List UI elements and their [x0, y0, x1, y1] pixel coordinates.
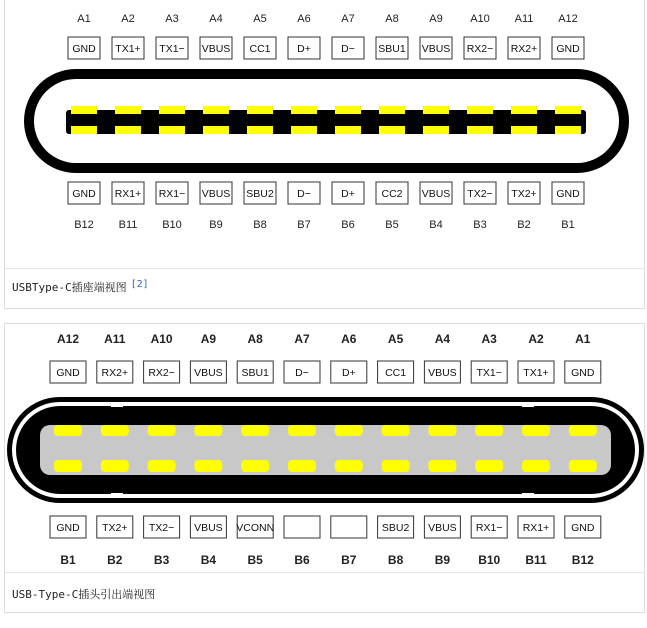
plug-shell [7, 397, 644, 503]
plug-contact-top-3 [148, 425, 176, 436]
receptacle-diagram-svg [5, 0, 644, 268]
plug-contact-bottom-12 [569, 460, 597, 472]
plug-bottom-pin-id-b9: B9 [434, 553, 451, 567]
plug-contact-bottom-1 [54, 460, 82, 472]
plug-top-signal-label-a2: TX1+ [523, 367, 549, 379]
plug-contact-top-5 [241, 425, 269, 436]
plug-top-pin-id-a10: A10 [150, 332, 173, 346]
plug-top-pin-id-a9: A9 [200, 332, 217, 346]
plug-top-signal-label-a12: GND [56, 367, 80, 379]
receptacle-contact-bottom-12 [555, 126, 581, 134]
receptacle-figure-card [4, 0, 645, 309]
plug-top-signal-label-a7: D− [295, 367, 309, 379]
receptacle-bottom-pin-id-b11: B11 [118, 219, 138, 231]
plug-bottom-signal-box-b7 [331, 516, 367, 538]
receptacle-bottom-pin-id-b10: B10 [162, 219, 182, 231]
plug-bottom-pin-id-b1: B1 [60, 553, 76, 567]
receptacle-contact-bottom-7 [335, 126, 361, 134]
receptacle-caption [12, 279, 149, 295]
plug-bottom-pin-id-b5: B5 [247, 553, 263, 567]
plug-top-signal-label-a1: GND [571, 367, 595, 379]
receptacle-top-signal-label-a6: D+ [297, 43, 311, 55]
receptacle-top-pin-id-a10: A10 [470, 13, 490, 25]
plug-contact-bottom-5 [241, 460, 269, 472]
plug-top-signal-label-a8: SBU1 [241, 367, 269, 379]
plug-contact-bottom-8 [382, 460, 410, 472]
receptacle-bottom-pin-id-b1: B1 [561, 219, 575, 231]
plug-bottom-signal-label-b4: VBUS [194, 522, 223, 534]
receptacle-bottom-signal-label-b10: RX1− [158, 188, 186, 200]
receptacle-top-pin-id-a3: A3 [165, 13, 179, 25]
plug-bottom-pin-id-b10: B10 [478, 553, 501, 567]
plug-contact-bottom-2 [101, 460, 129, 472]
receptacle-top-signal-label-a1: GND [72, 43, 96, 55]
plug-bottom-pin-id-b8: B8 [387, 553, 404, 567]
receptacle-top-signal-label-a8: SBU1 [378, 43, 406, 55]
plug-diagram-svg [5, 324, 644, 572]
plug-top-signal-label-a5: CC1 [385, 367, 407, 379]
receptacle-contact-bottom-9 [423, 126, 449, 134]
plug-caption-text: USB-Type-C插头引出端视图 [12, 588, 156, 601]
plug-top-pin-id-a11: A11 [104, 332, 126, 346]
plug-contact-top-6 [288, 425, 316, 436]
receptacle-tongue [66, 110, 586, 134]
receptacle-contact-top-10 [467, 106, 493, 114]
receptacle-contact-bottom-8 [379, 126, 405, 134]
receptacle-top-pin-id-a12: A12 [558, 13, 578, 25]
plug-caption [12, 586, 155, 602]
receptacle-contact-bottom-1 [71, 126, 97, 134]
plug-contact-bottom-10 [475, 460, 503, 472]
plug-top-pin-id-a2: A2 [528, 332, 544, 346]
plug-bottom-signal-label-b5: VCONN [236, 522, 275, 534]
plug-bottom-pin-id-b11: B11 [525, 553, 547, 567]
receptacle-bottom-signal-label-b3: TX2− [467, 188, 493, 200]
receptacle-bottom-pin-id-b6: B6 [341, 219, 355, 231]
receptacle-top-pin-id-a2: A2 [121, 13, 135, 25]
receptacle-contact-top-1 [71, 106, 97, 114]
receptacle-bottom-pin-id-b2: B2 [517, 219, 531, 231]
receptacle-bottom-pin-id-b8: B8 [253, 219, 267, 231]
plug-bottom-signal-label-b3: TX2− [148, 522, 175, 534]
plug-contact-bottom-6 [288, 460, 316, 472]
plug-contact-top-10 [475, 425, 503, 436]
plug-contact-top-8 [382, 425, 410, 436]
receptacle-contact-top-9 [423, 106, 449, 114]
receptacle-contact-top-2 [115, 106, 141, 114]
plug-bottom-pin-id-b6: B6 [294, 553, 310, 567]
receptacle-bottom-pin-id-b5: B5 [385, 219, 399, 231]
plug-bottom-signal-label-b8: SBU2 [381, 522, 410, 534]
receptacle-contact-bottom-3 [159, 126, 185, 134]
receptacle-contact-top-12 [555, 106, 581, 114]
plug-contact-top-11 [522, 425, 550, 436]
receptacle-bottom-pin-id-b7: B7 [297, 219, 311, 231]
plug-bottom-signal-label-b1: GND [56, 522, 80, 534]
plug-top-signal-label-a6: D+ [341, 367, 356, 379]
receptacle-bottom-signal-label-b5: CC2 [381, 188, 403, 200]
receptacle-bottom-signal-label-b2: TX2+ [511, 188, 537, 200]
plug-top-pin-id-a5: A5 [387, 332, 404, 346]
receptacle-top-signal-label-a11: RX2+ [510, 43, 538, 55]
receptacle-top-pin-id-a11: A11 [514, 13, 534, 25]
plug-contact-top-7 [335, 425, 363, 436]
plug-figure-card [4, 323, 645, 613]
plug-bottom-signal-label-b2: TX2+ [102, 522, 128, 534]
receptacle-contact-bottom-2 [115, 126, 141, 134]
plug-contact-bottom-7 [335, 460, 363, 472]
receptacle-top-signal-label-a7: D− [341, 43, 355, 55]
receptacle-top-pin-id-a5: A5 [253, 13, 267, 25]
plug-top-pin-id-a12: A12 [56, 332, 80, 346]
receptacle-bottom-pin-id-b9: B9 [209, 219, 223, 231]
receptacle-contact-bottom-6 [291, 126, 317, 134]
receptacle-top-pin-id-a6: A6 [297, 13, 311, 25]
plug-bottom-pin-id-b7: B7 [341, 553, 357, 567]
plug-bottom-signal-label-b10: RX1− [475, 522, 503, 534]
receptacle-bottom-signal-label-b11: RX1+ [114, 188, 142, 200]
plug-bottom-signal-label-b9: VBUS [428, 522, 457, 534]
plug-contact-bottom-3 [148, 460, 176, 472]
plug-top-signal-label-a9: VBUS [194, 367, 223, 379]
receptacle-top-pin-id-a4: A4 [209, 13, 223, 25]
plug-diagram [5, 324, 644, 573]
receptacle-top-signal-label-a3: TX1− [159, 43, 185, 55]
plug-top-pin-id-a6: A6 [341, 332, 357, 346]
receptacle-bottom-pin-id-b12: B12 [74, 219, 94, 231]
plug-bottom-pin-id-b12: B12 [571, 553, 594, 567]
plug-contact-top-12 [569, 425, 597, 436]
receptacle-top-pin-id-a7: A7 [341, 13, 355, 25]
plug-top-pin-id-a1: A1 [575, 332, 591, 346]
receptacle-contact-top-3 [159, 106, 185, 114]
plug-contact-bottom-9 [428, 460, 456, 472]
plug-contact-bottom-11 [522, 460, 550, 472]
receptacle-bottom-signal-label-b6: D+ [341, 188, 355, 200]
receptacle-shell [24, 69, 629, 173]
receptacle-bottom-signal-label-b4: VBUS [421, 188, 451, 200]
plug-contact-top-2 [101, 425, 129, 436]
plug-bottom-signal-label-b12: GND [571, 522, 595, 534]
receptacle-contact-bottom-10 [467, 126, 493, 134]
plug-bottom-pin-id-b4: B4 [200, 553, 217, 567]
receptacle-contact-top-11 [511, 106, 537, 114]
plug-top-signal-label-a4: VBUS [428, 367, 457, 379]
receptacle-diagram [5, 0, 644, 269]
receptacle-bottom-signal-label-b9: VBUS [201, 188, 231, 200]
receptacle-contact-top-8 [379, 106, 405, 114]
receptacle-bottom-pin-id-b4: B4 [429, 219, 443, 231]
receptacle-bottom-signal-label-b7: D− [297, 188, 311, 200]
receptacle-top-pin-id-a8: A8 [385, 13, 399, 25]
citation-link[interactable]: [2] [130, 279, 149, 290]
plug-bottom-pin-id-b2: B2 [107, 553, 123, 567]
plug-top-pin-id-a8: A8 [247, 332, 263, 346]
plug-contact-top-1 [54, 425, 82, 436]
receptacle-top-signal-label-a5: CC1 [249, 43, 271, 55]
receptacle-top-signal-label-a2: TX1+ [115, 43, 141, 55]
receptacle-contact-bottom-4 [203, 126, 229, 134]
plug-contact-bottom-4 [194, 460, 222, 472]
receptacle-contact-bottom-5 [247, 126, 273, 134]
plug-contact-top-9 [428, 425, 456, 436]
receptacle-bottom-signal-label-b8: SBU2 [246, 188, 274, 200]
plug-top-pin-id-a3: A3 [481, 332, 497, 346]
receptacle-contact-top-4 [203, 106, 229, 114]
plug-bottom-signal-box-b6 [284, 516, 320, 538]
receptacle-bottom-signal-label-b12: GND [72, 188, 96, 200]
plug-bottom-pin-id-b3: B3 [153, 553, 170, 567]
receptacle-caption-text: USBType-C插座端视图 [12, 281, 127, 294]
receptacle-top-signal-label-a10: RX2− [466, 43, 494, 55]
receptacle-top-signal-label-a4: VBUS [201, 43, 231, 55]
receptacle-top-pin-id-a1: A1 [77, 13, 91, 25]
plug-top-pin-id-a7: A7 [294, 332, 310, 346]
receptacle-top-signal-label-a12: GND [556, 43, 580, 55]
plug-contact-top-4 [194, 425, 222, 436]
receptacle-bottom-signal-label-b1: GND [556, 188, 580, 200]
receptacle-contact-top-7 [335, 106, 361, 114]
plug-top-pin-id-a4: A4 [434, 332, 451, 346]
receptacle-top-pin-id-a9: A9 [429, 13, 443, 25]
plug-top-signal-label-a11: RX2+ [101, 367, 129, 379]
receptacle-contact-bottom-11 [511, 126, 537, 134]
plug-bottom-signal-label-b11: RX1+ [522, 522, 550, 534]
receptacle-contact-top-5 [247, 106, 273, 114]
plug-top-signal-label-a3: TX1− [476, 367, 502, 379]
receptacle-top-signal-label-a9: VBUS [421, 43, 451, 55]
receptacle-contact-top-6 [291, 106, 317, 114]
plug-top-signal-label-a10: RX2− [148, 367, 175, 379]
receptacle-bottom-pin-id-b3: B3 [473, 219, 487, 231]
